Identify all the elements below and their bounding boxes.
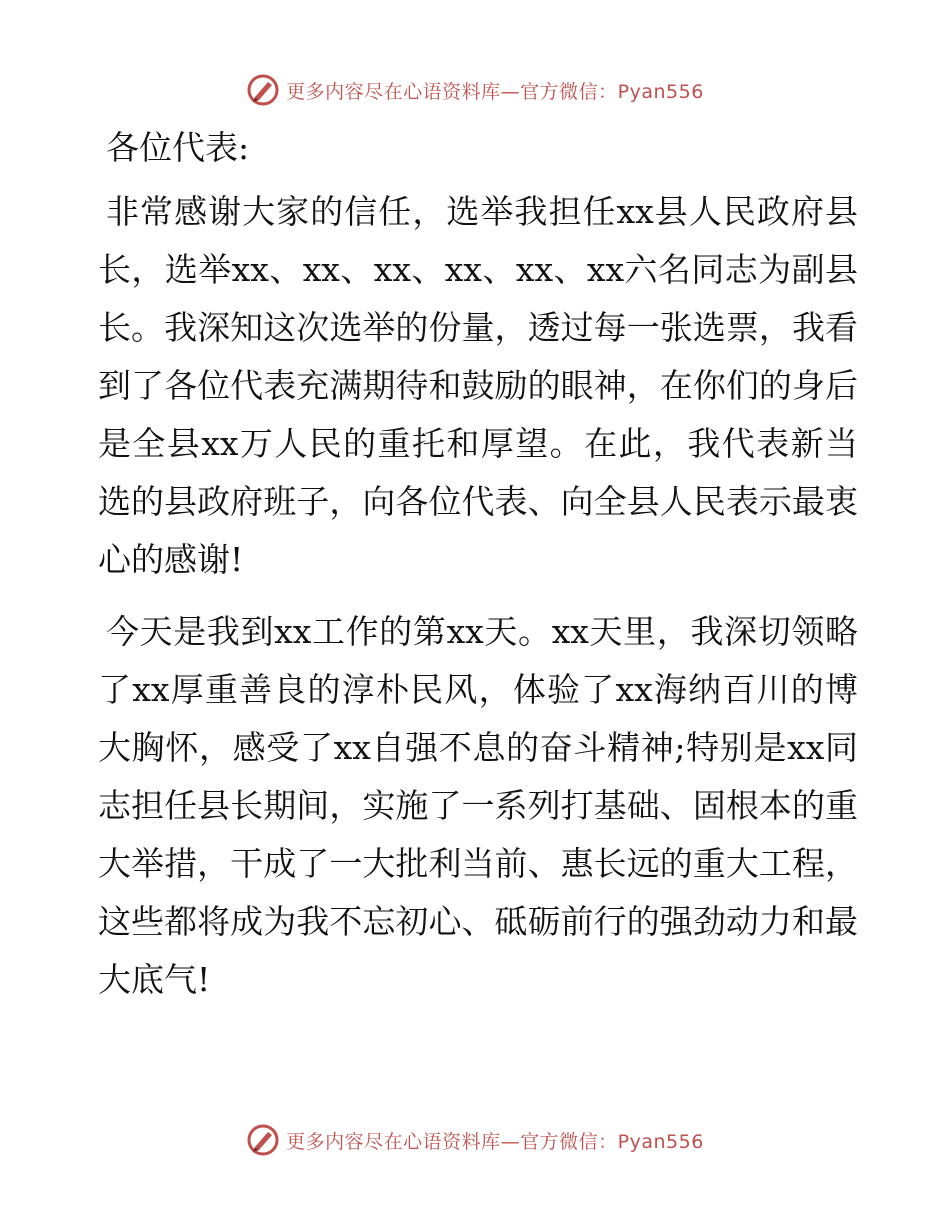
paragraph-2: 今天是我到xx工作的第xx天。xx天里，我深切领略了xx厚重善良的淳朴民风，体验了xx海纳百川的博大胸怀，感受了xx自强不息的奋斗精神;特别是xx同志担任县长期间，实施了一系列打基础、固根本的重大举措，干成了一大批利当前、惠长远的重大工程，这些都将成为我不忘初心、砥砺前行的强劲动力和最大底气!: [98, 612, 858, 999]
watermark-text: 更多内容尽在心语资料库—官方微信：Pyan556: [286, 80, 704, 103]
paragraph-1: 非常感谢大家的信任，选举我担任xx县人民政府县长，选举xx、xx、xx、xx、xx、xx六名同志为副县长。我深知这次选举的份量，透过每一张选票，我看到了各位代表充满期待和鼓励的眼神，在你们的身后是全县xx万人民的重托和厚望。在此，我代表新当选的县政府班子，向各位代表、向全县人民表示最衷心的感谢!: [98, 192, 858, 579]
header-watermark: [0, 70, 950, 110]
pen-logo-icon: [246, 1123, 280, 1157]
document-body: [98, 125, 858, 1023]
pen-logo-icon: [246, 73, 280, 107]
salutation: 各位代表:: [106, 128, 250, 167]
watermark-text: 更多内容尽在心语资料库—官方微信：Pyan556: [286, 1130, 704, 1153]
footer-watermark: [0, 1120, 950, 1160]
